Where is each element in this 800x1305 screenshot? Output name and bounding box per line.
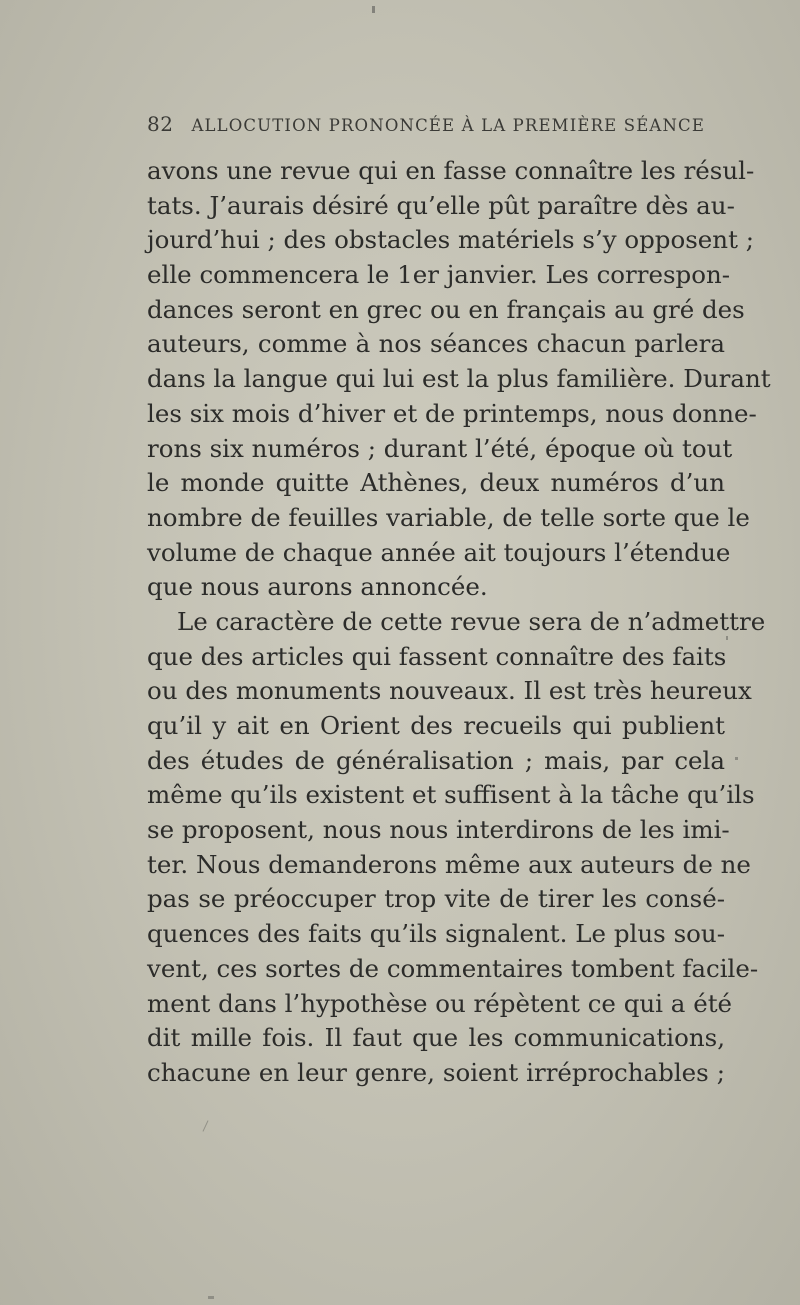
- text-line: vent, ces sortes de commentaires tombent facile-: [147, 953, 759, 983]
- page-header: [147, 112, 707, 136]
- text-line: rons six numéros ; durant l’été, époque où tout: [147, 433, 733, 463]
- text-line: auteurs, comme à nos séances chacun parlera: [147, 329, 725, 359]
- text-line: ter. Nous demanderons même aux auteurs de ne: [147, 849, 751, 879]
- text-line: pas se préoccuper trop vite de tirer les consé-: [147, 884, 725, 914]
- paper-speck: [726, 636, 728, 640]
- text-line: que des articles qui fassent connaître des faits: [147, 641, 727, 671]
- text-line: dit mille fois. Il faut que les communications,: [147, 1023, 725, 1053]
- text-line: nombre de feuilles variable, de telle sorte que le: [147, 502, 750, 532]
- running-head: ALLOCUTION PRONONCÉE À LA PREMIÈRE SÉANCE: [191, 116, 706, 135]
- text-line: Le caractère de cette revue sera de n’admettre: [177, 606, 766, 636]
- text-line: les six mois d’hiver et de printemps, nous donne-: [147, 398, 757, 428]
- text-line: qu’il y ait en Orient des recueils qui publient: [147, 711, 725, 740]
- text-line: ment dans l’hypothèse ou répètent ce qui a été: [147, 988, 733, 1018]
- text-line: avons une revue qui en fasse connaître les résul-: [147, 156, 755, 185]
- text-line: jourd’hui ; des obstacles matériels s’y opposent ;: [147, 225, 754, 255]
- text-line: dans la langue qui lui est la plus familière. Durant: [147, 364, 771, 394]
- text-line: tats. J’aurais désiré qu’elle pût paraître dès au-: [147, 190, 735, 220]
- paper-speck: [208, 1296, 214, 1299]
- text-line: volume de chaque année ait toujours l’étendue: [147, 537, 731, 567]
- text-line: chacune en leur genre, soient irréprochables ;: [147, 1057, 725, 1087]
- paper-speck: [735, 757, 738, 760]
- paper-speck: [203, 1120, 209, 1131]
- text-line: que nous aurons annoncée.: [147, 572, 488, 602]
- paper-speck: [372, 6, 375, 13]
- page-number: 82: [147, 112, 174, 136]
- body-text: [147, 154, 771, 1091]
- text-line: le monde quitte Athènes, deux numéros d’un: [147, 468, 725, 498]
- text-line: quences des faits qu’ils signalent. Le plus sou-: [147, 919, 725, 949]
- text-line: elle commencera le 1er janvier. Les correspon-: [147, 260, 731, 290]
- text-line: se proposent, nous nous interdirons de les imi-: [147, 815, 730, 845]
- text-line: des études de généralisation ; mais, par cela: [147, 745, 725, 775]
- text-line: ou des monuments nouveaux. Il est très heureux: [147, 676, 752, 706]
- text-line: même qu’ils existent et suffisent à la tâche qu’ils: [147, 780, 755, 810]
- text-line: dances seront en grec ou en français au gré des: [147, 294, 745, 324]
